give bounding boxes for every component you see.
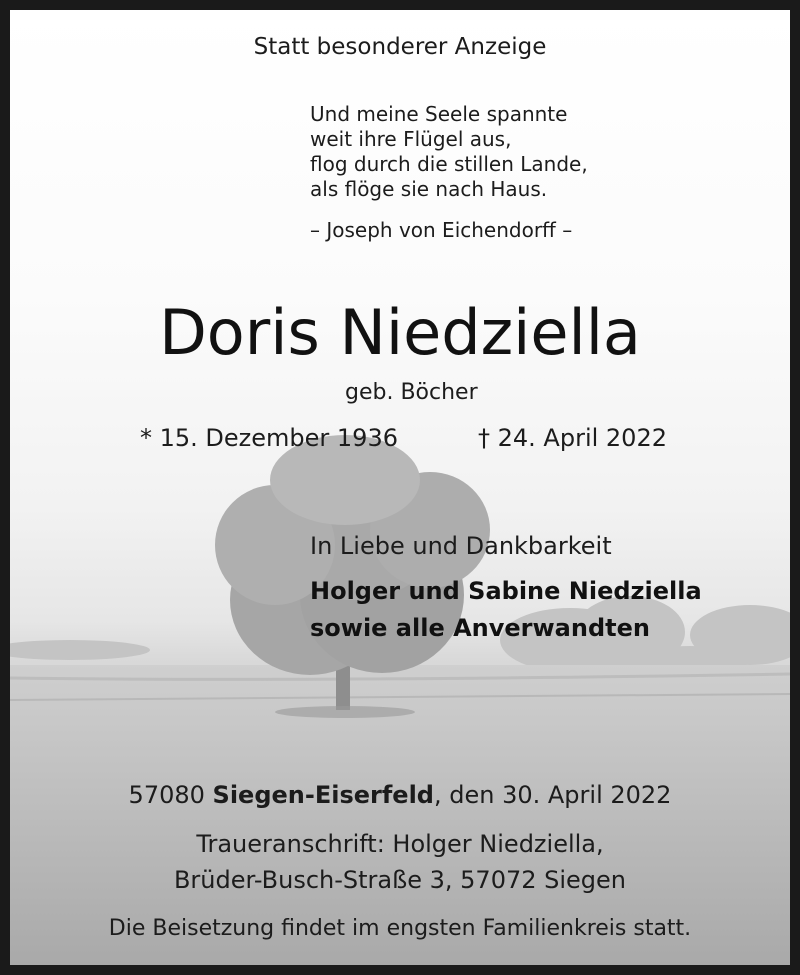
mourners-intro: In Liebe und Dankbarkeit — [310, 532, 612, 560]
death-date: † 24. April 2022 — [478, 424, 667, 452]
poem-line: als flöge sie nach Haus. — [310, 177, 548, 201]
town: Siegen-Eiserfeld — [212, 781, 434, 809]
poem-line: flog durch die stillen Lande, — [310, 152, 588, 176]
mourner-line: sowie alle Anverwandten — [310, 614, 650, 642]
date-text: , den 30. April 2022 — [433, 781, 672, 809]
poem-line: Und meine Seele spannte — [310, 102, 568, 126]
obituary-notice — [10, 10, 790, 965]
mourning-address-line: Traueranschrift: Holger Niedziella, — [196, 830, 604, 858]
place-date-line — [10, 781, 790, 809]
postal-code: 57080 — [128, 781, 205, 809]
deceased-name: Doris Niedziella — [159, 296, 641, 369]
mourner-line: Holger und Sabine Niedziella — [310, 577, 702, 605]
notice-header: Statt besonderer Anzeige — [253, 34, 547, 60]
birth-date: * 15. Dezember 1936 — [140, 424, 398, 452]
mourning-address-line: Brüder-Busch-Straße 3, 57072 Siegen — [173, 866, 627, 894]
burial-note: Die Beisetzung findet im engsten Familienkreis statt. — [108, 916, 692, 941]
maiden-name: geb. Böcher — [345, 380, 478, 405]
poem-line: weit ihre Flügel aus, — [310, 127, 512, 151]
poem-author: – Joseph von Eichendorff – — [310, 218, 573, 242]
